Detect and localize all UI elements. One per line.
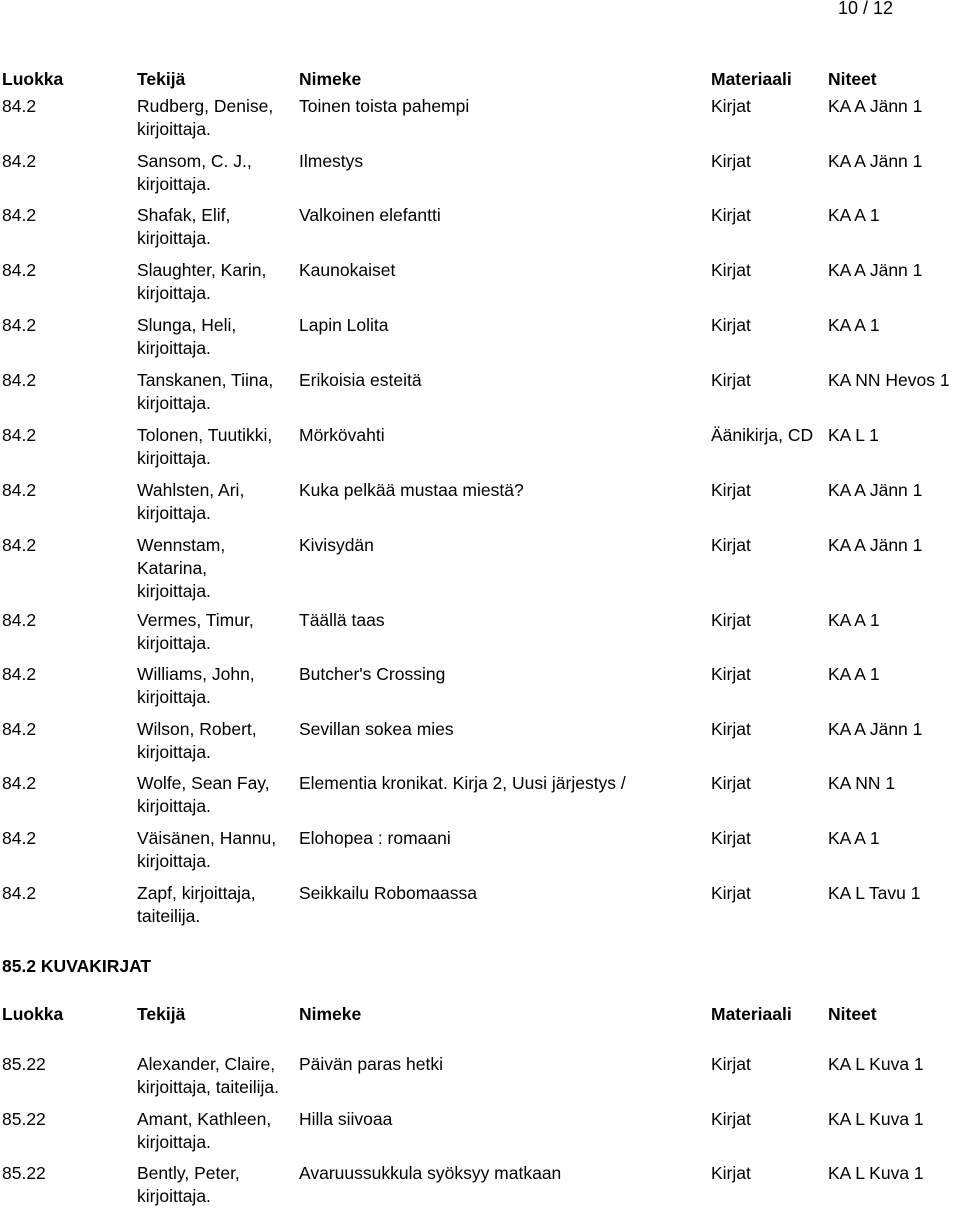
luokka-cell: 84.2 — [2, 425, 37, 445]
tekija-line: kirjoittaja. — [137, 742, 211, 762]
niteet-cell: KA L Kuva 1 — [828, 1109, 924, 1129]
tekija-line: kirjoittaja. — [137, 174, 211, 194]
table-row — [0, 1162, 960, 1222]
tekija-line: kirjoittaja. — [137, 119, 211, 139]
niteet-cell: KA A 1 — [828, 664, 880, 684]
luokka-cell: 84.2 — [2, 828, 37, 848]
tekija-line: Alexander, Claire, — [137, 1054, 276, 1074]
header-luokka: Luokka — [2, 1004, 64, 1024]
luokka-cell: 84.2 — [2, 370, 37, 390]
materiaali-cell: Kirjat — [711, 610, 751, 630]
table-row — [0, 1053, 960, 1113]
table-row — [0, 314, 960, 374]
niteet-cell: KA A Jänn 1 — [828, 151, 923, 171]
nimeke-cell: Avaruussukkula syöksyy matkaan — [299, 1163, 562, 1183]
nimeke-cell: Butcher's Crossing — [299, 664, 446, 684]
nimeke-cell: Toinen toista pahempi — [299, 96, 470, 116]
tekija-line: Väisänen, Hannu, — [137, 828, 277, 848]
tekija-line: Sansom, C. J., — [137, 151, 252, 171]
tekija-cell — [137, 718, 257, 764]
niteet-cell: KA A Jänn 1 — [828, 260, 923, 280]
niteet-cell: KA A Jänn 1 — [828, 535, 923, 555]
tekija-cell — [137, 479, 244, 525]
header-tekija: Tekijä — [137, 69, 186, 89]
tekija-cell — [137, 259, 266, 305]
niteet-cell: KA A Jänn 1 — [828, 719, 923, 739]
luokka-cell: 84.2 — [2, 535, 37, 555]
tekija-line: Slunga, Heli, — [137, 315, 237, 335]
tekija-cell — [137, 663, 255, 709]
tekija-cell — [137, 1053, 279, 1099]
tekija-line: kirjoittaja. — [137, 581, 211, 601]
tekija-line: Bently, Peter, — [137, 1163, 240, 1183]
luokka-cell: 84.2 — [2, 151, 37, 171]
niteet-cell: KA A 1 — [828, 315, 880, 335]
luokka-cell: 84.2 — [2, 773, 37, 793]
header-nimeke: Nimeke — [299, 1004, 362, 1024]
tekija-line: Wolfe, Sean Fay, — [137, 773, 270, 793]
tekija-line: kirjoittaja. — [137, 393, 211, 413]
materiaali-cell: Kirjat — [711, 828, 751, 848]
nimeke-cell: Valkoinen elefantti — [299, 205, 441, 225]
tekija-cell — [137, 827, 276, 873]
tekija-line: kirjoittaja. — [137, 1186, 211, 1206]
table-row — [0, 369, 960, 429]
luokka-cell: 84.2 — [2, 610, 37, 630]
materiaali-cell: Kirjat — [711, 1054, 751, 1074]
niteet-cell: KA A 1 — [828, 205, 880, 225]
header-materiaali: Materiaali — [711, 1004, 792, 1024]
tekija-cell — [137, 882, 256, 928]
materiaali-cell: Kirjat — [711, 883, 751, 903]
tekija-line: taiteilija. — [137, 906, 201, 926]
header-niteet: Niteet — [828, 69, 877, 89]
table-row — [0, 882, 960, 942]
niteet-cell: KA L Tavu 1 — [828, 883, 921, 903]
niteet-cell: KA A 1 — [828, 610, 880, 630]
tekija-line: kirjoittaja. — [137, 228, 211, 248]
tekija-line: Williams, John, — [137, 664, 255, 684]
tekija-cell — [137, 204, 230, 250]
tekija-cell — [137, 95, 273, 141]
tekija-cell — [137, 609, 254, 655]
luokka-cell: 85.22 — [2, 1109, 46, 1129]
materiaali-cell: Kirjat — [711, 773, 751, 793]
tekija-line: kirjoittaja. — [137, 338, 211, 358]
table-row — [0, 95, 960, 155]
section-title: 85.2 KUVAKIRJAT — [2, 956, 152, 976]
tekija-cell — [137, 534, 225, 603]
niteet-cell: KA A Jänn 1 — [828, 96, 923, 116]
nimeke-cell: Elementia kronikat. Kirja 2, Uusi järjestys / — [299, 773, 626, 793]
nimeke-cell: Päivän paras hetki — [299, 1054, 443, 1074]
header-luokka: Luokka — [2, 69, 64, 89]
luokka-cell: 84.2 — [2, 96, 37, 116]
table-row — [0, 259, 960, 319]
nimeke-cell: Mörkövahti — [299, 425, 385, 445]
materiaali-cell: Kirjat — [711, 260, 751, 280]
nimeke-cell: Sevillan sokea mies — [299, 719, 454, 739]
niteet-cell: KA NN Hevos 1 — [828, 370, 950, 390]
niteet-cell: KA L 1 — [828, 425, 879, 445]
tekija-cell — [137, 150, 252, 196]
nimeke-cell: Kivisydän — [299, 535, 374, 555]
header-nimeke: Nimeke — [299, 69, 362, 89]
tekija-line: Katarina, — [137, 558, 208, 578]
tekija-line: kirjoittaja. — [137, 633, 211, 653]
table-row — [0, 718, 960, 778]
niteet-cell: KA A 1 — [828, 828, 880, 848]
materiaali-cell: Kirjat — [711, 151, 751, 171]
nimeke-cell: Lapin Lolita — [299, 315, 389, 335]
table-row — [0, 772, 960, 832]
header-tekija: Tekijä — [137, 1004, 186, 1024]
tekija-line: kirjoittaja. — [137, 503, 211, 523]
luokka-cell: 84.2 — [2, 883, 37, 903]
table-header — [0, 1003, 960, 1026]
nimeke-cell: Seikkailu Robomaassa — [299, 883, 478, 903]
tekija-cell — [137, 1162, 240, 1208]
nimeke-cell: Ilmestys — [299, 151, 364, 171]
tekija-line: Zapf, kirjoittaja, — [137, 883, 256, 903]
header-materiaali: Materiaali — [711, 69, 792, 89]
table-row — [0, 1108, 960, 1168]
materiaali-cell: Kirjat — [711, 205, 751, 225]
tekija-line: Tanskanen, Tiina, — [137, 370, 274, 390]
tekija-line: kirjoittaja. — [137, 283, 211, 303]
materiaali-cell: Kirjat — [711, 1163, 751, 1183]
materiaali-cell: Kirjat — [711, 719, 751, 739]
page-number: 10 / 12 — [838, 0, 894, 18]
tekija-cell — [137, 369, 273, 415]
tekija-line: Wilson, Robert, — [137, 719, 257, 739]
tekija-line: Wennstam, — [137, 535, 226, 555]
luokka-cell: 84.2 — [2, 315, 37, 335]
materiaali-cell: Kirjat — [711, 480, 751, 500]
nimeke-cell: Kuka pelkää mustaa miestä? — [299, 480, 524, 500]
niteet-cell: KA A Jänn 1 — [828, 480, 923, 500]
table-row — [0, 204, 960, 264]
niteet-cell: KA L Kuva 1 — [828, 1054, 924, 1074]
luokka-cell: 85.22 — [2, 1054, 46, 1074]
tekija-line: kirjoittaja. — [137, 796, 211, 816]
tekija-cell — [137, 1108, 271, 1154]
materiaali-cell: Kirjat — [711, 535, 751, 555]
materiaali-cell: Kirjat — [711, 664, 751, 684]
tekija-line: kirjoittaja. — [137, 448, 211, 468]
tekija-line: Wahlsten, Ari, — [137, 480, 245, 500]
nimeke-cell: Kaunokaiset — [299, 260, 396, 280]
tekija-line: kirjoittaja. — [137, 687, 211, 707]
table-row — [0, 534, 960, 601]
header-niteet: Niteet — [828, 1004, 877, 1024]
table-row — [0, 827, 960, 887]
table-header — [0, 68, 960, 91]
table-row — [0, 479, 960, 539]
luokka-cell: 84.2 — [2, 719, 37, 739]
materiaali-cell: Kirjat — [711, 370, 751, 390]
tekija-cell — [137, 314, 236, 360]
luokka-cell: 84.2 — [2, 260, 37, 280]
tekija-line: Vermes, Timur, — [137, 610, 254, 630]
tekija-cell — [137, 424, 272, 470]
tekija-line: Tolonen, Tuutikki, — [137, 425, 273, 445]
materiaali-cell: Äänikirja, CD — [711, 425, 814, 445]
table-row — [0, 424, 960, 484]
tekija-line: kirjoittaja. — [137, 1132, 211, 1152]
luokka-cell: 84.2 — [2, 664, 37, 684]
luokka-cell: 84.2 — [2, 480, 37, 500]
materiaali-cell: Kirjat — [711, 1109, 751, 1129]
table-row — [0, 150, 960, 210]
tekija-line: kirjoittaja. — [137, 851, 211, 871]
table-row — [0, 663, 960, 723]
nimeke-cell: Elohopea : romaani — [299, 828, 451, 848]
tekija-line: Shafak, Elif, — [137, 205, 231, 225]
tekija-cell — [137, 772, 270, 818]
luokka-cell: 85.22 — [2, 1163, 46, 1183]
tekija-line: Slaughter, Karin, — [137, 260, 267, 280]
materiaali-cell: Kirjat — [711, 96, 751, 116]
nimeke-cell: Täällä taas — [299, 610, 385, 630]
table-row — [0, 609, 960, 669]
tekija-line: Rudberg, Denise, — [137, 96, 274, 116]
niteet-cell: KA L Kuva 1 — [828, 1163, 924, 1183]
nimeke-cell: Erikoisia esteitä — [299, 370, 422, 390]
luokka-cell: 84.2 — [2, 205, 37, 225]
nimeke-cell: Hilla siivoaa — [299, 1109, 393, 1129]
tekija-line: Amant, Kathleen, — [137, 1109, 272, 1129]
niteet-cell: KA NN 1 — [828, 773, 896, 793]
tekija-line: kirjoittaja, taiteilija. — [137, 1077, 279, 1097]
materiaali-cell: Kirjat — [711, 315, 751, 335]
